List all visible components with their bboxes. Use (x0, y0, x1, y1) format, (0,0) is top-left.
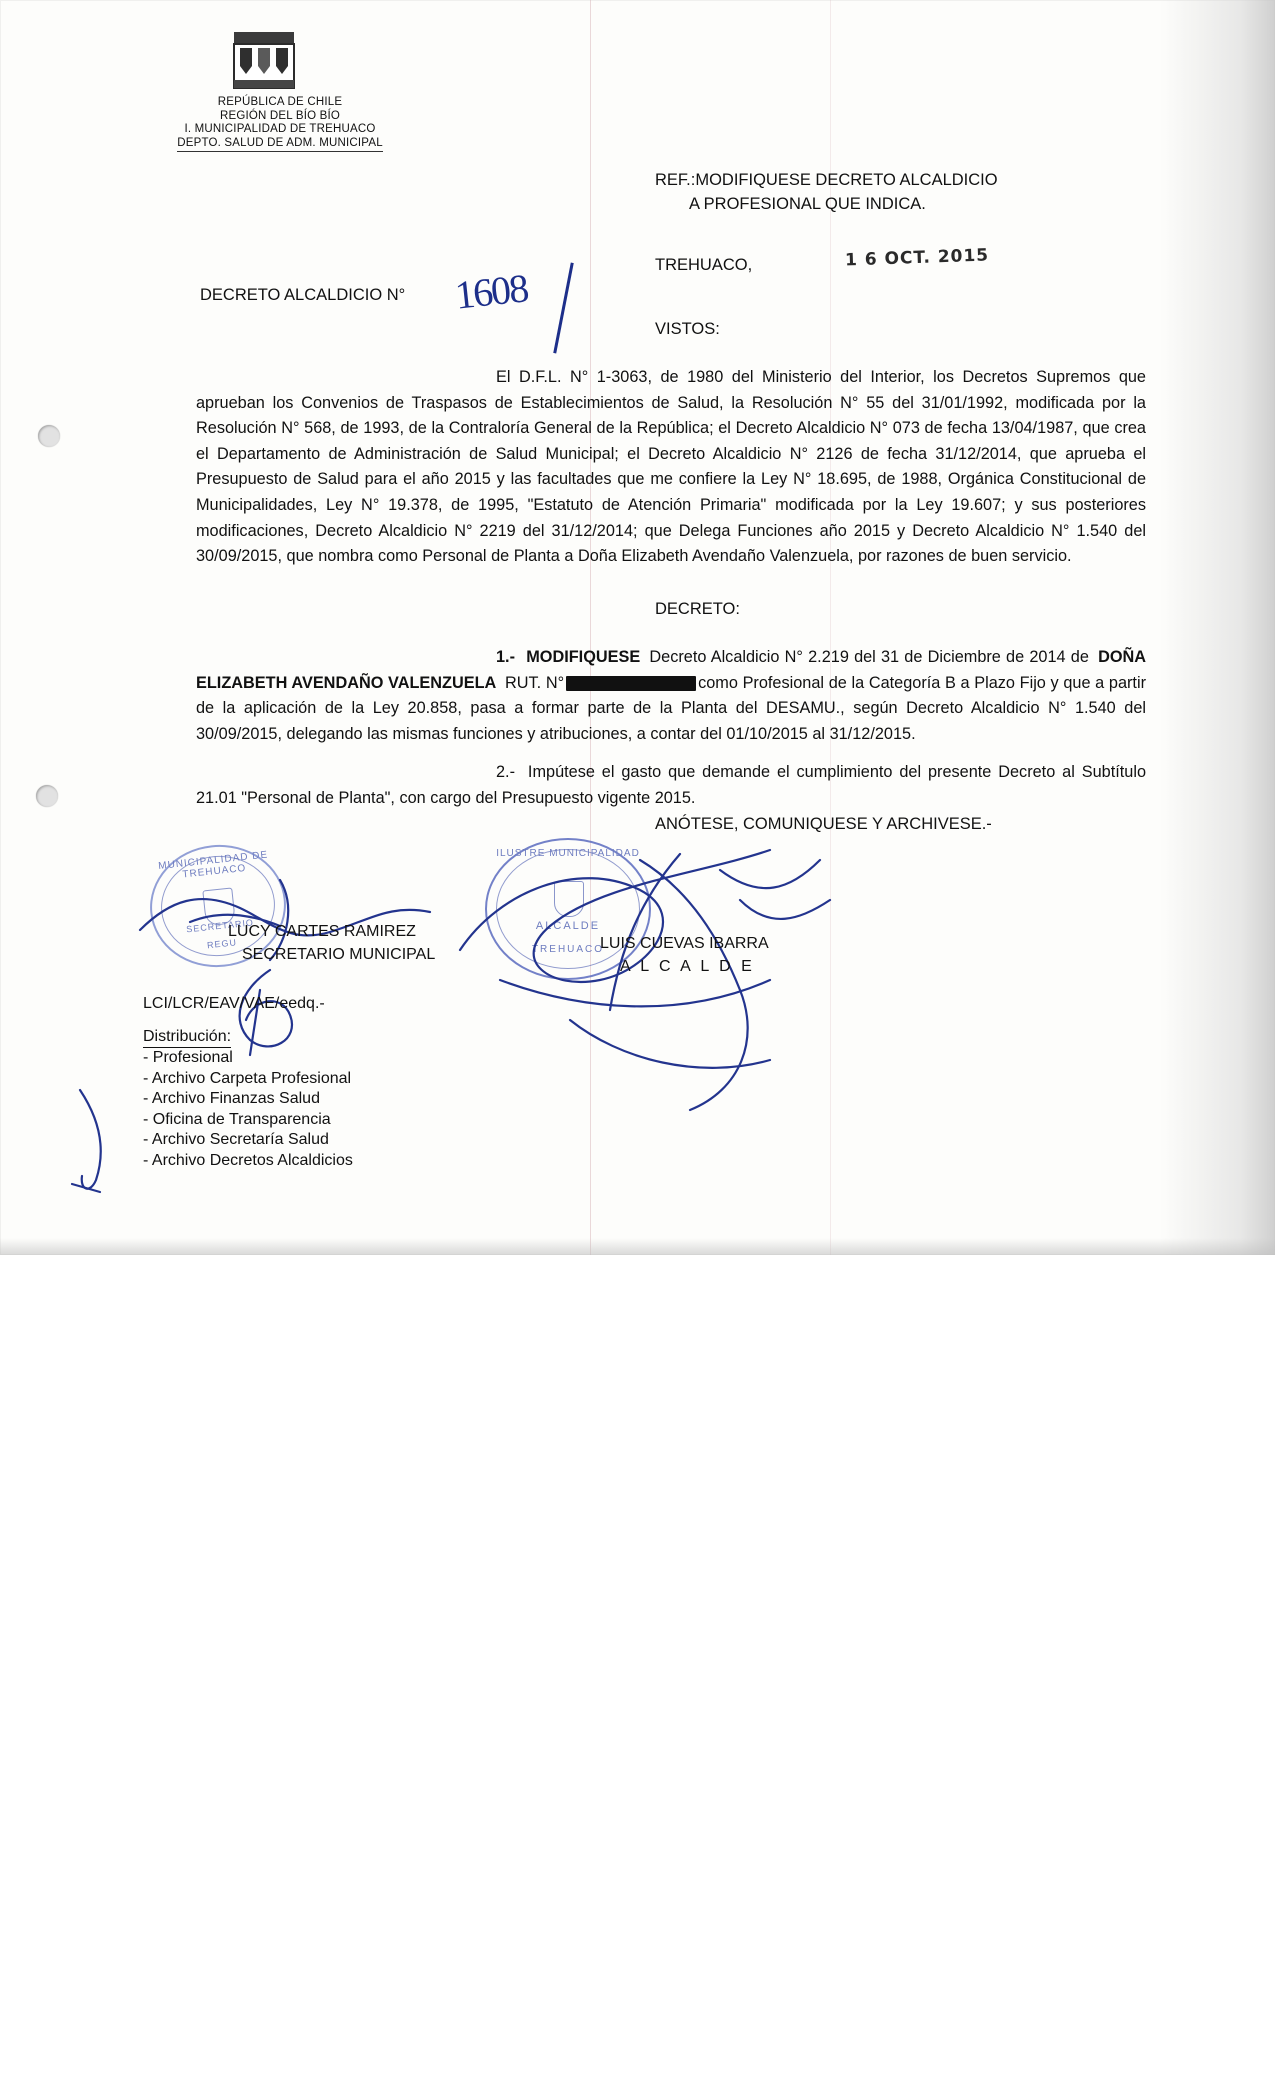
punch-hole (38, 425, 60, 447)
letterhead-line-3: I. MUNICIPALIDAD DE TREHUACO (184, 123, 376, 135)
vistos-paragraph: El D.F.L. N° 1-3063, de 1980 del Ministerio del Interior, los Decretos Supremos que aprueban los Convenios de Traspasos de Establecimientos de Salud, la Resolución N° 55 del 31/01/1992, modificada por la Resolución N° 568, de 1993, de la Contraloría General de la República; el Decreto Alcaldicio N° 073 de fecha 13/04/1987, que crea el Departamento de Administración de Salud Municipal; el Decreto Alcaldicio N° 2126 de fecha 31/12/2014, que aprueba el Presupuesto de Salud para el año 2015 y las facultades que me confiere la Ley N° 18.695, de 1988, Orgánica Constitucional de Municipalidades, Ley N° 19.378, de 1995, "Estatuto de Atención Primaria" modificada por la Ley 19.607; y sus posteriores modificaciones, Decreto Alcaldicio N° 2219 del 31/12/2014; que Delega Funciones año 2015 y Decreto Alcaldicio N° 1.540 del 30/09/2015, que nombra como Personal de Planta a Doña Elizabeth Avendaño Valenzuela, por razones de buen servicio. (196, 368, 1146, 566)
list-item: - Profesional (143, 1049, 233, 1066)
letterhead-line-4: DEPTO. SALUD DE ADM. MUNICIPAL (177, 137, 383, 153)
list-item: - Archivo Secretaría Salud (143, 1131, 329, 1148)
secretary-name: LUCY CARTES RAMIREZ (228, 923, 416, 940)
list-item: - Archivo Decretos Alcaldicios (143, 1151, 353, 1169)
reference-block (655, 168, 1175, 216)
coat-of-arms-icon (228, 30, 300, 92)
distribution-title: Distribución: (143, 1028, 231, 1048)
redacted-rut (566, 676, 696, 691)
reference-line-1: REF.:MODIFIQUESE DECRETO ALCALDICIO (655, 171, 998, 189)
stamp-alcalde-top: ILUSTRE MUNICIPALIDAD (496, 848, 640, 859)
stamp-alcalde-bottom: TREHUACO (531, 944, 605, 955)
place-label: TREHUACO, (655, 256, 753, 274)
item2-text: Impútese el gasto que demande el cumplimiento del presente Decreto al Subtítulo 21.01 "Personal de Planta", con cargo del Presupuesto vigente 2015. (196, 763, 1146, 807)
item1-text-a: Decreto Alcaldicio N° 2.219 del 31 de Diciembre de 2014 de (649, 648, 1089, 666)
decree-item-2 (196, 760, 1146, 811)
decree-number-label: DECRETO ALCALDICIO N° (200, 286, 406, 304)
closing-line: ANÓTESE, COMUNIQUESE Y ARCHIVESE.- (655, 815, 992, 833)
list-item: - Oficina de Transparencia (143, 1110, 331, 1128)
letterhead (150, 96, 410, 152)
secretary-signature-block (228, 920, 435, 966)
item1-text-c: como Profesional de la Categoría B a Plazo Fijo y que a partir de la aplicación de la Ley 20.858, pasa a formar parte de la Planta del DESAMU., según Decreto Alcaldicio N° 1.540 del 30/09/2015, delegando las mismas funciones y atribuciones, a contar del 01/10/2015 al 31/12/2015. (196, 673, 1146, 743)
mayor-signature-block (600, 932, 769, 978)
item1-verb: MODIFIQUESE (526, 648, 641, 666)
item1-person-name: DOÑA ELIZABETH AVENDAÑO VALENZUELA (196, 648, 1147, 692)
mayor-name: LUIS CUEVAS IBARRA (600, 935, 769, 952)
item2-number: 2.- (496, 763, 516, 781)
vistos-heading: VISTOS: (655, 320, 720, 338)
mayor-title: A L C A L D E (620, 958, 755, 975)
background-area (0, 1255, 1275, 2100)
stamp-shield-icon (554, 881, 584, 917)
stamp-secretaria-bottom: REGU (206, 937, 238, 951)
stamp-secretaria-top: MUNICIPALIDAD DE TREHUACO (157, 849, 269, 881)
punch-hole (36, 785, 58, 807)
list-item: - Archivo Carpeta Profesional (143, 1069, 352, 1087)
secretary-title: SECRETARIO MUNICIPAL (242, 946, 436, 963)
page-edge-shadow (1160, 0, 1275, 1255)
distribution-list (143, 1048, 353, 1171)
decree-number-handwritten: 1608 (452, 265, 530, 318)
letterhead-line-1: REPÚBLICA DE CHILE (217, 96, 343, 108)
decree-number-pen-stroke (553, 263, 573, 354)
letterhead-line-2: REGIÓN DEL BÍO BÍO (219, 109, 341, 122)
stamp-secretaria-middle: SECRETARIO (185, 917, 255, 935)
drafter-initials: LCI/LCR/EAV/VAE/eedq.- (143, 995, 325, 1012)
item1-text-b: RUT. N° (504, 673, 565, 692)
decree-item-1 (196, 645, 1146, 747)
decreto-heading: DECRETO: (655, 600, 740, 618)
reference-line-2: A PROFESIONAL QUE INDICA. (689, 195, 926, 213)
scan-artifact-line (590, 0, 591, 1255)
list-item: - Archivo Finanzas Salud (143, 1090, 320, 1107)
item1-number: 1.- (496, 648, 516, 666)
stamp-alcalde-middle: ALCALDE (535, 920, 601, 932)
date-stamp: 1 6 OCT. 2015 (844, 245, 990, 271)
